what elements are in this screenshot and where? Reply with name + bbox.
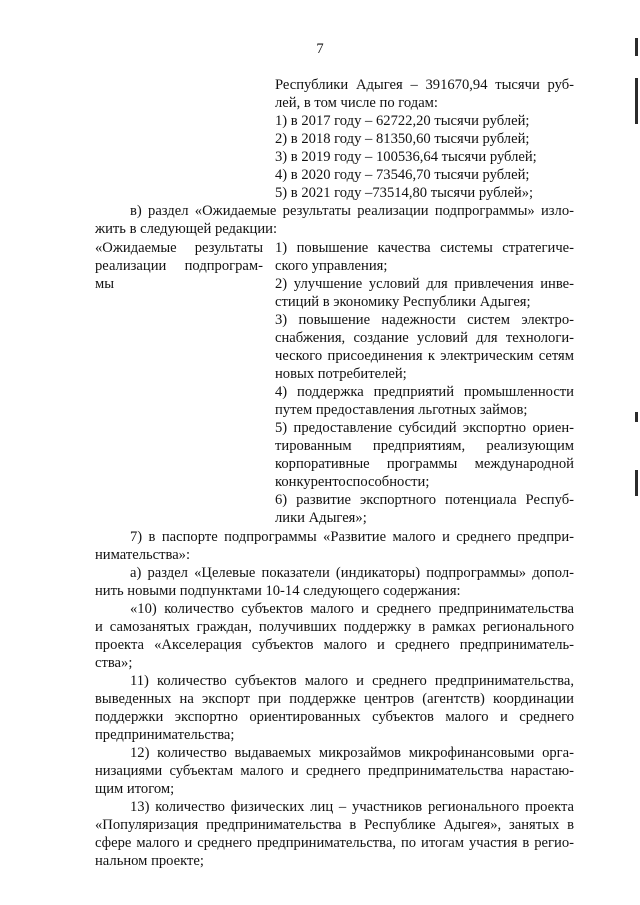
- results-right-line: 5) предоставление субсидий экспортно ориен-: [275, 420, 574, 436]
- body-line: низациями субъектам малого и среднего предпринимательства нарастаю-: [95, 763, 574, 779]
- scan-edge-mark: [635, 38, 638, 56]
- body-line: поддержки экспортно ориентированных субъектов малого и среднего: [95, 709, 574, 725]
- results-left-line: «Ожидаемые результаты: [95, 240, 263, 256]
- funding-line: 4) в 2020 году – 73546,70 тысячи рублей;: [275, 167, 530, 183]
- results-right-line: новых потребителей;: [275, 366, 407, 382]
- results-right-line: 1) повышение качества системы стратегиче-: [275, 240, 574, 256]
- body-line: 12) количество выдаваемых микрозаймов микрофинансовыми орга-: [130, 745, 574, 761]
- results-left-line: мы: [95, 276, 115, 292]
- results-right-line: снабжения, создание условий для технологи-: [275, 330, 574, 346]
- results-right-line: тированным предприятиям, реализующим: [275, 438, 574, 454]
- results-right-line: ческого присоединения к электрическим сетям: [275, 348, 574, 364]
- scan-edge-mark: [635, 412, 638, 422]
- scan-edge-mark: [635, 78, 638, 124]
- body-line: щим итогом;: [95, 781, 175, 797]
- results-right-line: 2) улучшение условий для привлечения инве-: [275, 276, 574, 292]
- section-v-line: жить в следующей редакции:: [95, 221, 278, 237]
- funding-line: 3) в 2019 году – 100536,64 тысячи рублей;: [275, 149, 537, 165]
- body-line: нимательства»:: [95, 547, 191, 563]
- results-left-line: реализации подпрограм-: [95, 258, 263, 274]
- body-line: ства»;: [95, 655, 133, 671]
- results-right-line: стиций в экономику Республики Адыгея;: [275, 294, 531, 310]
- body-line: и самозанятых граждан, получивших поддержку в рамках регионального: [95, 619, 574, 635]
- scan-edge-mark: [635, 470, 638, 496]
- page-number: 7: [316, 41, 324, 57]
- funding-line: 2) в 2018 году – 81350,60 тысячи рублей;: [275, 131, 530, 147]
- section-v-line: в) раздел «Ожидаемые результаты реализации подпрограммы» изло-: [130, 203, 574, 219]
- funding-line: 1) в 2017 году – 62722,20 тысячи рублей;: [275, 113, 530, 129]
- results-right-line: путем предоставления льготных займов;: [275, 402, 528, 418]
- body-line: 11) количество субъектов малого и среднего предпринимательства,: [130, 673, 574, 689]
- results-right-line: 4) поддержка предприятий промышленности: [275, 384, 574, 400]
- body-line: нальном проекте;: [95, 853, 204, 869]
- body-line: а) раздел «Целевые показатели (индикаторы) подпрограммы» допол-: [130, 565, 574, 581]
- results-right-line: лики Адыгея»;: [275, 510, 367, 526]
- funding-line: 5) в 2021 году –73514,80 тысячи рублей»;: [275, 185, 534, 201]
- body-line: нить новыми подпунктами 10-14 следующего содержания:: [95, 583, 461, 599]
- results-right-line: ского управления;: [275, 258, 388, 274]
- body-line: предпринимательства;: [95, 727, 235, 743]
- body-line: «Популяризация предпринимательства в Республике Адыгея», занятых в: [95, 817, 574, 833]
- results-right-line: корпоративные программы международной: [275, 456, 574, 472]
- funding-line: Республики Адыгея – 391670,94 тысячи руб-: [275, 77, 574, 93]
- results-right-line: 3) повышение надежности систем электро-: [275, 312, 574, 328]
- funding-line: лей, в том числе по годам:: [275, 95, 438, 111]
- body-line: 13) количество физических лиц – участников регионального проекта: [130, 799, 574, 815]
- body-line: «10) количество субъектов малого и среднего предпринимательства: [130, 601, 574, 617]
- body-line: выведенных на экспорт при поддержке центров (агентств) координации: [95, 691, 574, 707]
- body-line: сфере малого и среднего предпринимательства, по итогам участия в регио-: [95, 835, 574, 851]
- results-right-line: конкурентоспособности;: [275, 474, 430, 490]
- body-line: 7) в паспорте подпрограммы «Развитие малого и среднего предпри-: [130, 529, 574, 545]
- body-line: проекта «Акселерация субъектов малого и среднего предприниматель-: [95, 637, 574, 653]
- results-right-line: 6) развитие экспортного потенциала Респуб-: [275, 492, 574, 508]
